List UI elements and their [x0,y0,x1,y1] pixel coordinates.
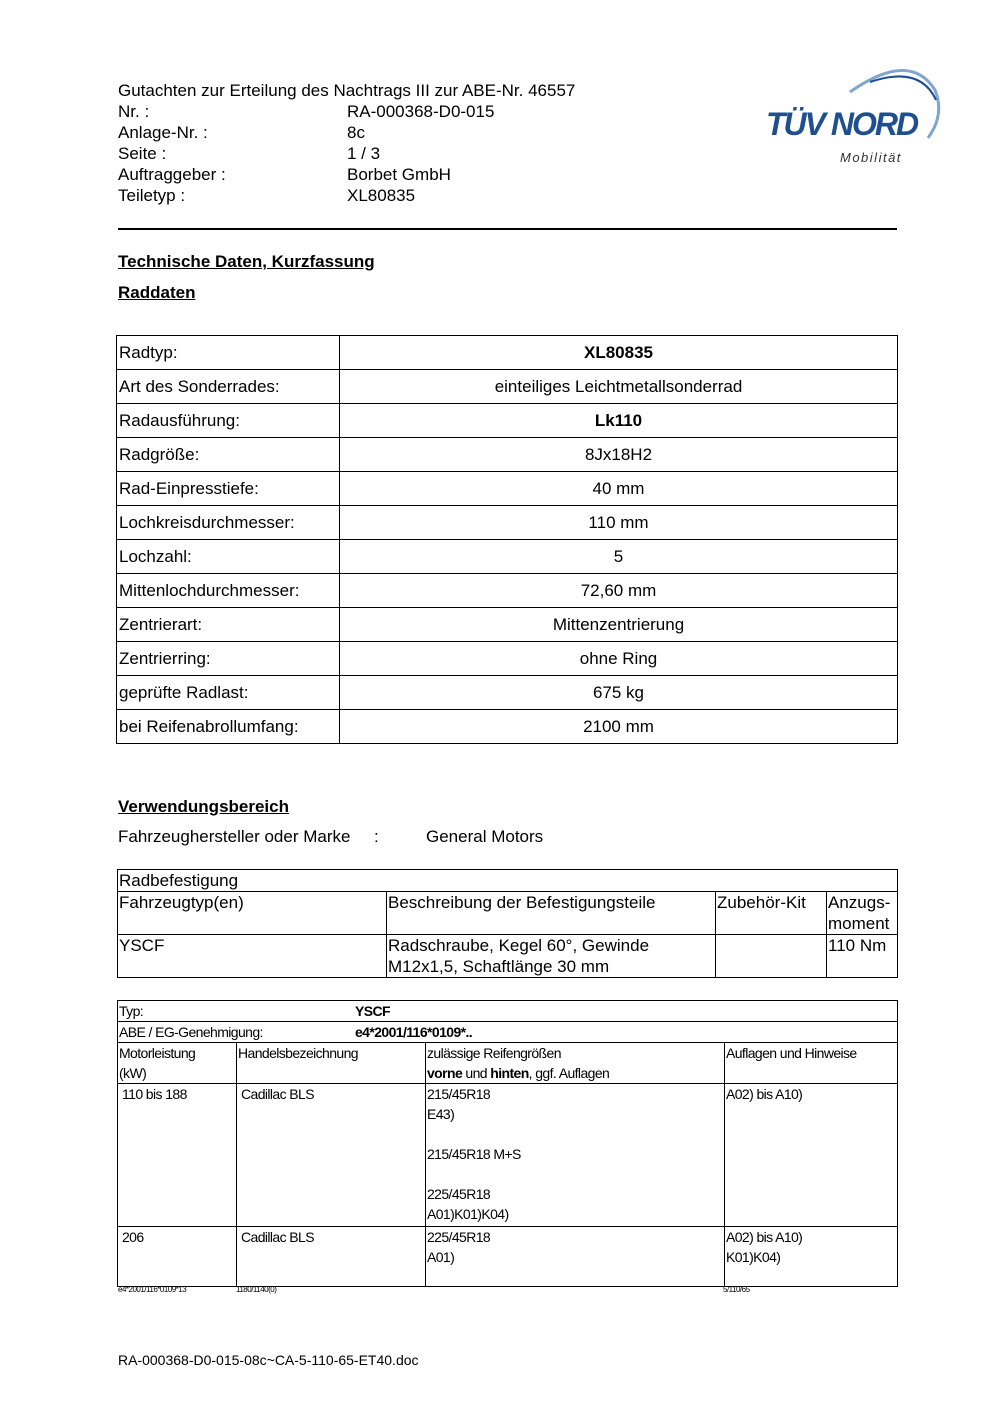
cell-typ: YSCF [118,935,387,978]
section-raddaten: Raddaten [118,283,196,302]
row-value: 40 mm [340,472,898,506]
footnote-approval: e4*2001/116*0109*13 [118,1285,187,1294]
col-anzugsmoment [827,892,898,935]
table-header-row [118,892,898,935]
table-row [117,370,898,404]
col-handelsbezeichnung: Handelsbezeichnung [237,1043,426,1084]
header-divider [118,228,897,230]
table-row [118,870,898,892]
row-label: Zentrierring: [117,642,340,676]
col-auflagen: Auflagen und Hinweise [725,1043,898,1084]
cell-kit [716,935,827,978]
row-value: 5 [340,540,898,574]
row-value: 72,60 mm [340,574,898,608]
table-row [117,710,898,744]
row-label: Zentrierart: [117,608,340,642]
header-value: 8c [347,123,365,142]
cell-moment: 110 Nm [827,935,898,978]
row-label: Mittenlochdurchmesser: [117,574,340,608]
cell-motor: 110 bis 188 [118,1084,237,1227]
fahrzeug-table [117,1000,898,1287]
col-motorleistung [118,1043,237,1084]
table-row [117,506,898,540]
cell-auflagen [725,1084,898,1227]
reifen-line: 215/45R18 [427,1086,491,1102]
col-anzugsmoment-line2: moment [828,914,890,933]
reifen-header-line1: zulässige Reifengrößen [427,1045,561,1061]
logo-brand: TÜV NORD [766,106,918,142]
reifen-line: 225/45R18 [427,1229,491,1245]
section-technische-daten: Technische Daten, Kurzfassung [118,252,375,271]
cell-auflagen [725,1227,898,1287]
reifen-header-line2 [427,1063,723,1083]
logo-subtitle: Mobilität [840,150,902,165]
motor-header-line1: Motorleistung [119,1045,196,1061]
table-header-row [118,1043,898,1084]
row-value: 110 mm [340,506,898,540]
reifen-line [427,1164,723,1184]
typ-label: Typ: [119,1003,144,1019]
reifen-vorne: vorne [427,1065,463,1081]
document-header [118,80,575,206]
header-label: Teiletyp : [118,186,186,205]
row-label: Radtyp: [117,336,340,370]
row-label: Rad-Einpresstiefe: [117,472,340,506]
abe-label: ABE / EG-Genehmigung: [119,1024,263,1040]
auflagen-line: A02) bis A10) [726,1086,803,1102]
header-field-seite [118,143,575,164]
table-row [117,676,898,710]
row-label: Lochkreisdurchmesser: [117,506,340,540]
reifen-line: 225/45R18 [427,1186,491,1202]
marke-value: General Motors [426,827,544,846]
table-row [118,1022,898,1043]
reifen-und: und [462,1065,491,1081]
abe-value: e4*2001/116*0109*.. [355,1024,473,1040]
row-label: Radgröße: [117,438,340,472]
abe-row [118,1022,898,1043]
row-value: ohne Ring [340,642,898,676]
row-value: XL80835 [340,336,898,370]
header-value: XL80835 [347,186,416,205]
radbefestigung-table [117,869,898,978]
table-row [117,608,898,642]
table-row [117,574,898,608]
reifen-line: A01)K01)K04) [427,1206,509,1222]
footnote-weights: 1180/1140(0) [236,1285,277,1294]
table-row [118,1227,898,1287]
row-label: Lochzahl: [117,540,340,574]
typ-row [118,1001,898,1022]
typ-value: YSCF [355,1003,390,1019]
document-title: Gutachten zur Erteilung des Nachtrags III zur ABE-Nr. 46557 [118,81,576,100]
header-value: 1 / 3 [347,144,381,163]
reifen-line: E43) [427,1106,455,1122]
footnote-bolt: 5/110/65 [723,1285,750,1294]
table-row [117,642,898,676]
reifen-rest: , ggf. Auflagen [528,1065,610,1081]
cell-reifen [426,1084,725,1227]
desc-line1: Radschraube, Kegel 60°, Gewinde [388,936,650,955]
table-row [117,404,898,438]
reifen-line: 215/45R18 M+S [427,1146,521,1162]
fahrzeughersteller-line [118,827,543,847]
table-row [117,472,898,506]
table-row [117,336,898,370]
col-anzugsmoment-line1: Anzugs- [828,893,891,912]
row-label: Radausführung: [117,404,340,438]
raddaten-table [116,335,898,744]
cell-reifen [426,1227,725,1287]
table-row [117,438,898,472]
col-fahrzeugtyp: Fahrzeugtyp(en) [118,892,387,935]
header-field-anlage [118,122,575,143]
table-row [118,1084,898,1227]
reifen-hinten: hinten [490,1065,529,1081]
document-filename: RA-000368-D0-015-08c~CA-5-110-65-ET40.doc [118,1352,419,1368]
auflagen-line: K01)K04) [726,1249,781,1265]
table-row [117,540,898,574]
marke-colon: : [374,827,379,846]
row-value: Mittenzentrierung [340,608,898,642]
row-label: Art des Sonderrades: [117,370,340,404]
motor-header-line2: (kW) [119,1065,147,1081]
marke-label: Fahrzeughersteller oder Marke [118,827,351,846]
cell-handel: Cadillac BLS [237,1084,426,1227]
row-value: Lk110 [340,404,898,438]
reifen-line [427,1124,723,1144]
header-field-teiletyp [118,185,575,206]
radbefestigung-title: Radbefestigung [118,870,898,892]
header-value: RA-000368-D0-015 [347,102,495,121]
row-value: 675 kg [340,676,898,710]
header-field-nr [118,101,575,122]
row-label: bei Reifenabrollumfang: [117,710,340,744]
col-reifengroessen [426,1043,725,1084]
desc-line2: M12x1,5, Schaftlänge 30 mm [388,957,610,976]
row-value: 2100 mm [340,710,898,744]
header-field-auftraggeber [118,164,575,185]
header-label: Seite : [118,144,167,163]
auflagen-line: A02) bis A10) [726,1229,803,1245]
table-row [118,935,898,978]
row-value: einteiliges Leichtmetallsonderrad [340,370,898,404]
col-zubehoer-kit: Zubehör-Kit [716,892,827,935]
row-label: geprüfte Radlast: [117,676,340,710]
header-label: Nr. : [118,102,150,121]
header-value: Borbet GmbH [347,165,451,184]
cell-handel: Cadillac BLS [237,1227,426,1287]
tuv-nord-logo [760,60,945,172]
header-label: Auftraggeber : [118,165,226,184]
reifen-line: A01) [427,1249,455,1265]
cell-beschreibung [387,935,716,978]
table-row [118,1001,898,1022]
col-beschreibung: Beschreibung der Befestigungsteile [387,892,716,935]
row-value: 8Jx18H2 [340,438,898,472]
section-verwendungsbereich: Verwendungsbereich [118,797,289,816]
cell-motor: 206 [118,1227,237,1287]
header-label: Anlage-Nr. : [118,123,208,142]
